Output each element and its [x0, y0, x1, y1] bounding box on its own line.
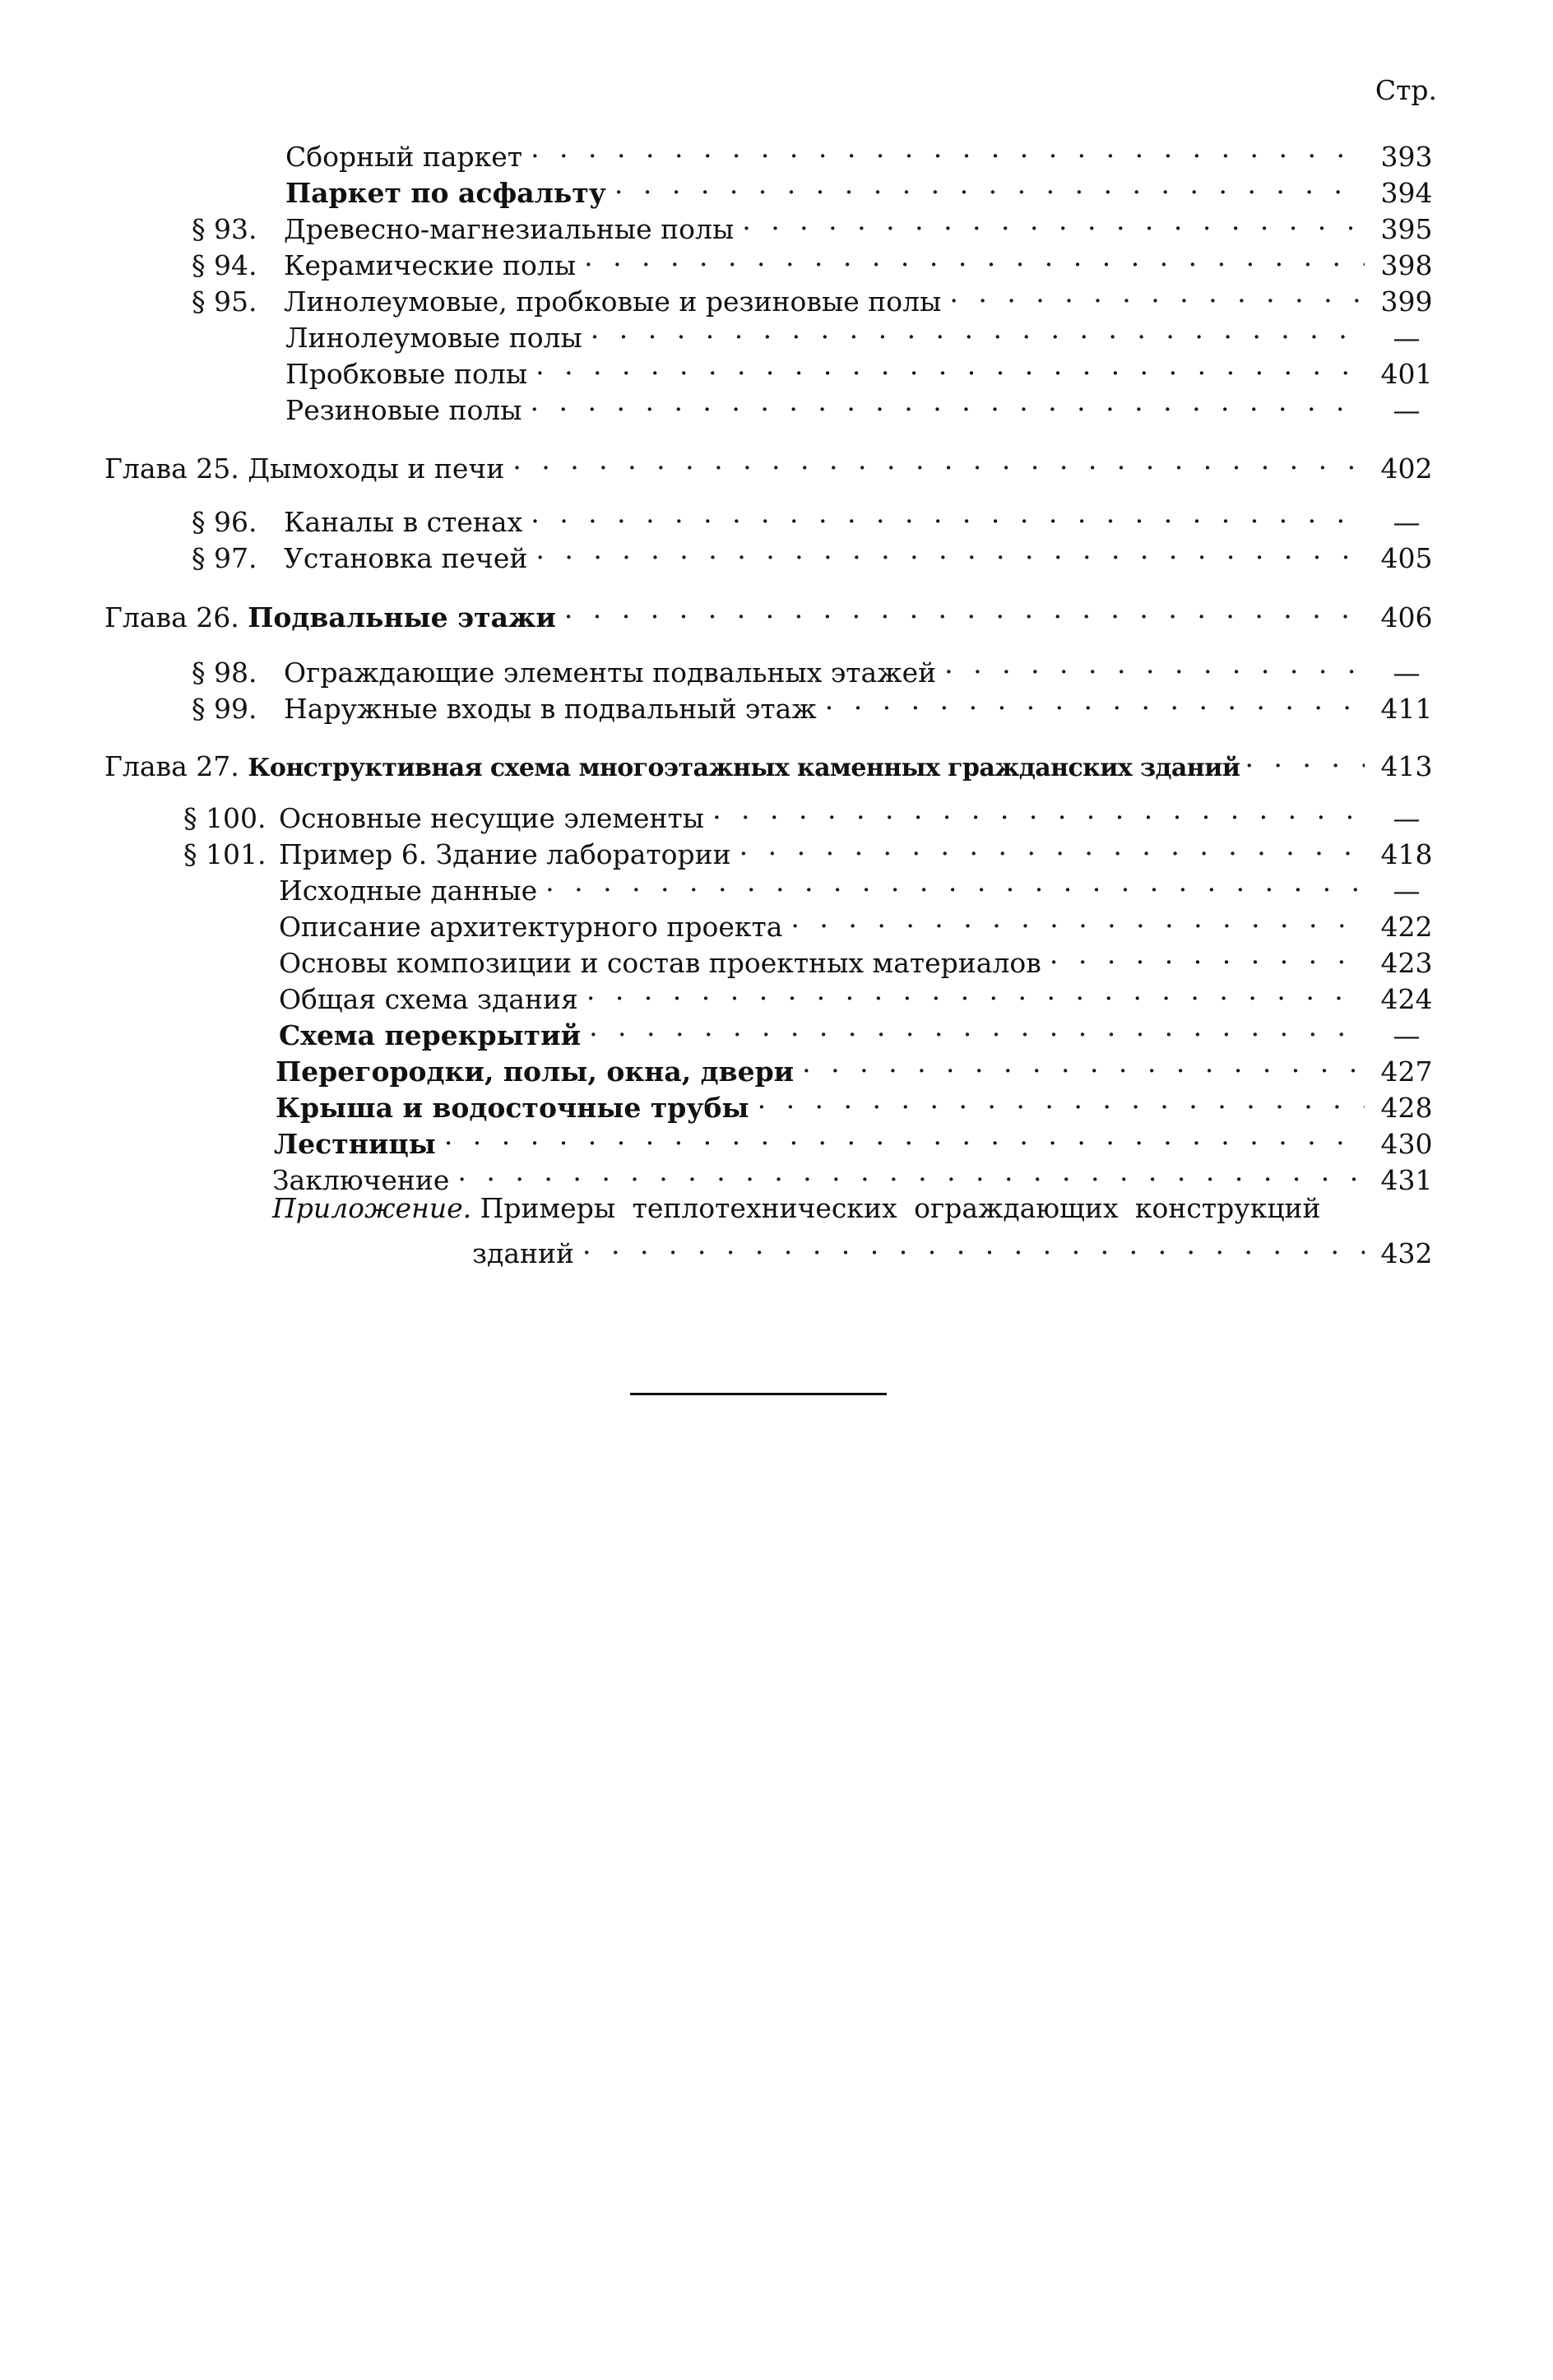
toc-entry: [276, 1081, 1437, 1124]
toc-entry: [274, 1117, 1437, 1160]
chapter-title: Подвальные этажи: [248, 601, 556, 633]
dot-leader: [512, 442, 1365, 478]
entry-title: Паркет по асфальту: [285, 177, 606, 209]
entry-page: 424: [1380, 983, 1433, 1015]
toc-appendix-line2: [472, 1227, 1437, 1269]
entry-title: Основы композиции и состав проектных материалов: [279, 947, 1041, 979]
toc-chapter: [104, 591, 1437, 633]
dot-leader: [614, 166, 1365, 202]
toc-entry: [192, 682, 1437, 725]
appendix-label: Приложение.: [272, 1192, 472, 1224]
toc-entry: [285, 347, 1437, 390]
toc-entry: [279, 972, 1437, 1015]
entry-page: 401: [1380, 358, 1433, 390]
dot-leader: [457, 1153, 1365, 1190]
dot-leader: [944, 646, 1365, 682]
entry-title: Основные несущие элементы: [279, 802, 705, 834]
dot-leader: [545, 864, 1365, 900]
entry-page: 432: [1380, 1237, 1433, 1269]
section-number: § 96.: [192, 506, 257, 538]
dot-leader: [825, 682, 1365, 718]
entry-page: 394: [1380, 177, 1433, 209]
toc-entry: [192, 495, 1437, 538]
entry-page: 398: [1380, 249, 1433, 281]
toc-entry: [279, 864, 1437, 907]
dot-leader: [584, 239, 1365, 275]
entry-page: 418: [1380, 838, 1433, 870]
entry-title: Керамические полы: [284, 249, 577, 281]
toc-entry: [192, 275, 1437, 318]
dot-leader: [712, 791, 1365, 828]
chapter-title: Конструктивная схема многоэтажных каменных гражданских зданий: [248, 754, 1240, 782]
chapter-number: Глава 27.: [104, 750, 239, 782]
entry-page: 427: [1380, 1055, 1433, 1088]
appendix-title: Примеры теплотехнических ограждающих конструкций: [480, 1192, 1321, 1224]
entry-page: 423: [1380, 947, 1433, 979]
section-number: § 99.: [192, 693, 257, 725]
entry-page: 402: [1380, 452, 1433, 485]
dot-leader: [1245, 740, 1365, 776]
dot-leader: [589, 1009, 1365, 1045]
section-number: § 95.: [192, 285, 257, 318]
dot-leader: [444, 1117, 1365, 1153]
entry-page: 431: [1380, 1164, 1433, 1196]
toc-entry: [192, 239, 1437, 281]
toc-entry: [192, 531, 1437, 574]
toc-entry: [183, 791, 1437, 834]
dot-leader: [582, 1227, 1365, 1263]
section-number: § 100.: [183, 802, 267, 834]
entry-page: 413: [1380, 750, 1433, 782]
dot-leader: [802, 1045, 1365, 1081]
entry-page: —: [1393, 506, 1421, 538]
entry-title: Линолеумовые, пробковые и резиновые полы: [284, 285, 942, 318]
closing-rule: [630, 1393, 887, 1395]
entry-page: —: [1393, 1019, 1421, 1051]
toc-entry: [279, 936, 1437, 979]
dot-leader: [949, 275, 1365, 311]
entry-page: 399: [1380, 285, 1433, 318]
dot-leader: [531, 383, 1365, 420]
entry-title: Наружные входы в подвальный этаж: [284, 693, 817, 725]
dot-leader: [1050, 936, 1365, 972]
entry-title: Крыша и водосточные трубы: [276, 1092, 749, 1124]
toc-entry: [279, 900, 1437, 943]
dot-leader: [739, 828, 1365, 864]
toc-entry: [276, 1045, 1437, 1088]
entry-page: —: [1393, 875, 1421, 907]
entry-title: Общая схема здания: [279, 983, 578, 1015]
entry-title: Описание архитектурного проекта: [279, 911, 783, 943]
dot-leader: [535, 531, 1365, 568]
entry-title: Пример 6. Здание лаборатории: [279, 838, 731, 870]
entry-page: 428: [1380, 1092, 1433, 1124]
toc-appendix-line1: [272, 1190, 1437, 1227]
entry-page: —: [1393, 394, 1421, 426]
entry-title: Древесно-магнезиальные полы: [284, 213, 735, 245]
entry-page: 422: [1380, 911, 1433, 943]
chapter-number: Глава 26.: [104, 601, 239, 633]
dot-leader: [531, 130, 1365, 166]
entry-title: Исходные данные: [279, 875, 538, 907]
entry-title: Сборный паркет: [285, 141, 523, 173]
entry-title: Линолеумовые полы: [285, 322, 582, 354]
dot-leader: [531, 495, 1365, 531]
entry-page: —: [1393, 802, 1421, 834]
entry-page: 405: [1380, 542, 1433, 574]
toc-chapter: [104, 442, 1437, 485]
entry-page: —: [1393, 656, 1421, 689]
toc-entry: [285, 130, 1437, 173]
toc-entry: [279, 1009, 1437, 1051]
toc-entry: [183, 828, 1437, 870]
entry-title: Пробковые полы: [285, 358, 528, 390]
entry-page: 406: [1380, 601, 1433, 633]
section-number: § 97.: [192, 542, 257, 574]
dot-leader: [591, 311, 1365, 347]
entry-title: Перегородки, полы, окна, двери: [276, 1055, 795, 1088]
entry-page: —: [1393, 322, 1421, 354]
section-number: § 94.: [192, 249, 257, 281]
entry-page: 395: [1380, 213, 1433, 245]
dot-leader: [586, 972, 1365, 1009]
appendix-title-cont: зданий: [472, 1237, 574, 1269]
toc-chapter: [104, 740, 1437, 782]
entry-title: Каналы в стенах: [284, 506, 523, 538]
section-number: § 93.: [192, 213, 257, 245]
toc-entry: [192, 202, 1437, 245]
entry-page: 393: [1380, 141, 1433, 173]
dot-leader: [790, 900, 1365, 936]
toc-entry: [285, 383, 1437, 426]
dot-leader: [742, 202, 1365, 239]
toc-entry: [285, 311, 1437, 354]
chapter-title: Дымоходы и печи: [248, 452, 505, 485]
dot-leader: [535, 347, 1365, 383]
entry-title: Заключение: [272, 1164, 450, 1196]
dot-leader: [564, 591, 1365, 627]
page-column-header: Стр.: [1375, 74, 1437, 106]
section-number: § 98.: [192, 656, 257, 689]
entry-title: Лестницы: [274, 1128, 436, 1160]
chapter-number: Глава 25.: [104, 452, 239, 485]
entry-title: Схема перекрытий: [279, 1019, 582, 1051]
entry-page: 411: [1380, 693, 1433, 725]
entry-title: Резиновые полы: [285, 394, 522, 426]
toc-entry: [285, 166, 1437, 209]
entry-title: Ограждающие элементы подвальных этажей: [284, 656, 937, 689]
section-number: § 101.: [183, 838, 267, 870]
entry-page: 430: [1380, 1128, 1433, 1160]
toc-entry: [192, 646, 1437, 689]
entry-title: Установка печей: [284, 542, 528, 574]
dot-leader: [758, 1081, 1365, 1117]
toc-entry: [272, 1153, 1437, 1196]
